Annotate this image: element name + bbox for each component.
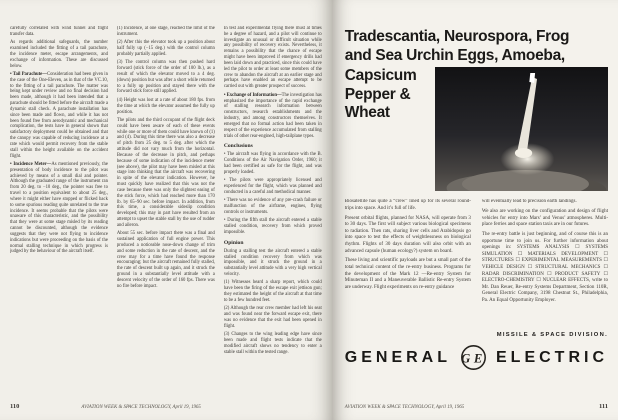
paragraph: The re-entry battle is just beginning, and of course this is an opportune time to join us. For further information about openings in: SYSTEMS ANALYSIS ☐ SYSTEMS SIMULATION ☐ MATERIALS DEVELOPMENT ☐ STRUCTURES ☐ EXPERIMENTAL MEASUREMENTS ☐ VEHICLE DESIGN ☐ STRUCTURAL MECHANICS ☐ RADAR DISCRIMINATION ☐ PRODUCT SAFETY ☐ ELECTRO-CHEMISTRY ☐ NUCLEAR EFFECTS, write to Mr. Dan Reuer, Re-entry Systems Department, Section 110R, General Electric Company, 3198 Chestnut St., Philadelphia, Pa. An Equal Opportunity Employer. xyxy=(481,231,608,303)
footer-page-number: 110 xyxy=(10,403,20,410)
footer-magazine-line: AVIATION WEEK & SPACE TECHNOLOGY, April 19, 1965 xyxy=(344,405,465,410)
paragraph: (1) Incidence, at one stage, reached the limit of the instrument. xyxy=(116,26,215,37)
paragraph: (1) Witnesses heard a sharp report, which could have been the firing of the escape exit jettison gun; they estimated the height of the aircraft at that time to be a few hundred feet. xyxy=(223,280,322,303)
paragraph: • The pilots were appropriately licensed and experienced for the flight, which was planned and conducted in a careful and methodical manner. xyxy=(223,178,322,195)
paragraph: (3) The control column was then pushed hard forward (stick force of the order of 100 lb.), as a result of which the elevator moved to a 4 deg. (down) position but was after a short while returned to a fully up position and stayed there with the forward stick force still applied. xyxy=(116,60,215,95)
brand-word-general: GENERAL xyxy=(344,348,451,366)
section-heading: Opinion xyxy=(223,239,244,246)
paragraph: • There was no evidence of any pre-crash failure or malfunction of the airframe, engines, flying controls or instruments. xyxy=(223,198,322,215)
paragraph: About 55 sec. before impact there was a final and sustained application of full engine power. This produced a noticeable nose-down change of trim and some reduction in the rate of descent, and the crew may for a time have found the response encouraging; but the aircraft remained fully stalled, the rate of descent built up again, and it struck the ground in a substantially level attitude with a descent velocity of the order of 160 fps. There was no fire before impact. xyxy=(116,231,215,289)
ad-body-column-1 xyxy=(345,199,471,329)
division-line: MISSILE & SPACE DIVISION. xyxy=(496,332,608,339)
paragraph: In test and experimental flying there must at times be a degree of hazard, and a pilot will continue to investigate an unusual or difficult situation while any possibility of recovery exists. Nevertheless, it remains a possibility that the chance of escape might have been improved if emergency drills had been laid down and practiced, since this could have led the pilot to order at least some members of the crew to abandon the aircraft at an earlier stage and perhaps have enabled an escape attempt to be carried out with greater prospect of success. xyxy=(223,26,322,90)
ad-headline-line: Pepper & xyxy=(344,85,411,103)
paragraph: • During the fifth stall the aircraft entered a stable stalled condition, recovery from which proved impossible. xyxy=(223,218,322,235)
right-page-advertisement xyxy=(332,0,618,420)
ad-headline-line: Wheat xyxy=(344,104,390,122)
ad-body xyxy=(345,199,608,329)
paragraph: (2) After this the elevator took up a position about half fully up (−15 deg.) with the control column probably partially applied. xyxy=(116,40,215,57)
paragraph: We also are working on the configuration and design of flight vehicles for entry into Mars’ and Venus’ atmospheres. Multi-place ferries and space station taxis are in our futures. xyxy=(481,208,608,228)
svg-text:GE: GE xyxy=(461,351,486,366)
paragraph: As regards additional safeguards, the number examined included the fitting of a tail parachute, the incidence meter, escape arrangements, and exchange of information. These are discussed below. xyxy=(10,40,108,69)
paragraph: • Tail Parachute—Consideration had been given in the case of the One-Eleven, as in that of the VC.10, to the fitting of a tail parachute. The matter was being kept under review and no final decision had been made, although it had been intended that a parachute should be fitted before the aircraft made a dynamic stall check. A parachute installation has since been made and flown, and while it has not been found free from aerodynamic and mechanical complication, the tests have in general shown that satisfactory deployment could be obtained and that the canopy was capable of reducing incidence at a rate which would permit recovery from the stable stall within the height available on the accident flight. xyxy=(10,71,108,159)
article-column-3 xyxy=(224,26,322,384)
paragraph: (2) Although the rear crew member had left his seat and was found near the forward escape exit, there was no evidence that the exit had been opened in flight. xyxy=(223,306,322,329)
rocket-launch-photo xyxy=(435,67,608,191)
paragraph: • Exchange of Information—The investigation has emphasized the importance of the rapid exchange of stalling research information between constructors, research establishments and the industry, and among constructors themselves. It emerged that no formal action had been taken in respect of the experience accumulated from stalling trials of other rear-engined, high-tailplane types. xyxy=(223,92,322,139)
paragraph: will eventually lead to precision earth landings. xyxy=(481,199,577,205)
headline-photo-row xyxy=(345,67,608,191)
paragraph: During a stalling test the aircraft entered a stable stalled condition recovery from which was impossible, and it struck the ground in a substantially level attitude with a very high vertical velocity. xyxy=(223,248,322,278)
paragraph: (3) Changes to the wing leading edge have since been made and flight tests indicate that the modified aircraft shows no tendency to enter a stable stall within the tested range. xyxy=(223,332,322,355)
ad-headline-line: Tradescantia, Neurospora, Frog xyxy=(344,28,570,45)
ge-monogram-icon xyxy=(460,344,487,371)
paragraph: • The aircraft was flying in accordance with the B. Conditions of the Air Navigation Order, 1960; it had been certified as safe for the flight, and was properly loaded. xyxy=(223,152,322,175)
paragraph: (4) Height was lost at a rate of about 180 fps. from the time at which the elevator assumed the fully up position. xyxy=(116,97,215,115)
footer-magazine-line: AVIATION WEEK & SPACE TECHNOLOGY, April 19, 1965 xyxy=(81,405,201,410)
brand-word-electric: ELECTRIC xyxy=(496,348,608,366)
paragraph: The pilots and the third occupant of the flight deck could have been aware of each of these events while one or more of them could have known of (1) and (4). During this time there was also a decrease of pitch from 25 deg. to 5 deg. after which the attitude did not vary much from the horizontal. Because of the decrease in pitch, and perhaps because of some indication of the incidence meter (see above), the pilot may have been misled at this stage into thinking that the aircraft was recovering in spite of the elevator indication. However, he must quickly have realized that this was not the case because there was only the slightest easing of the stick force, which had reached more than 170 lb. by 65–90 sec. before impact. In addition, from this time, a considerable sideslip condition developed; this may in part have resulted from an attempt to upset the stable stall by the use of rudder and aileron. xyxy=(116,117,215,228)
article-column-2 xyxy=(117,26,215,384)
paragraph: • Incidence Meter—As mentioned previously, the presentation of body incidence to the pilot was achieved by means of a small dial and pointer. Although the graduated range of the instrument ran from 20 deg. to −10 deg., the pointer was free to travel to a position equivalent to about 25 deg., where it might either have stopped or flicked back to some spurious reading quite unrelated to the true incidence. It seems probable that the pilots were unaware of this characteristic, and the possibility that they were at some stage misled by its reading cannot be discounted, although the evidence suggests that they were not flying to incidence indications but were proceeding on the basis of the normal stalling technique in which progress is judged by the behaviour of the aircraft itself. xyxy=(10,162,108,255)
paragraph: Present orbital flights, planned for NASA, will operate from 3 to 30 days. The first will subject various biological specimens to radiation. Then rats, sharing liver cells and Arabidopsis go into space to test the effects of weightlessness on biological rhythm. Flights of 30 days duration will also orbit with an advanced capsule (human ecology?) system on board. xyxy=(344,215,471,254)
paragraph: These living and scientific payloads are but a small part of the total technical content of the re-entry business. Programs for the development of the Mark 12 —Re-entry System for Minuteman II and a Maneuverable Ballistic Re-entry System are underway. Flight experiments on re-entry guidance xyxy=(344,258,471,290)
ad-body-column-2 xyxy=(482,199,608,329)
rocket-launch-illustration xyxy=(435,67,608,191)
section-heading: Conclusions xyxy=(223,143,253,150)
article-column-1 xyxy=(10,26,108,384)
left-page-footer xyxy=(10,403,322,410)
article-columns xyxy=(10,26,322,384)
ad-headline-line: Capsicum xyxy=(344,67,417,85)
right-page-footer xyxy=(345,403,608,420)
ad-headline-stack xyxy=(345,67,433,191)
ad-headline xyxy=(345,28,608,191)
paragraph: Biosatellite has quite a “crew” lined up for its several round-trips into space. And it’s full of life. xyxy=(344,199,471,211)
ad-headline-line: and Sea Urchin Eggs, Amoeba, xyxy=(344,46,565,64)
paragraph: carefully correlated with wind tunnel and flight transfer data. xyxy=(10,26,108,37)
ge-brand-lockup xyxy=(345,344,608,371)
footer-page-number: 111 xyxy=(598,403,608,410)
